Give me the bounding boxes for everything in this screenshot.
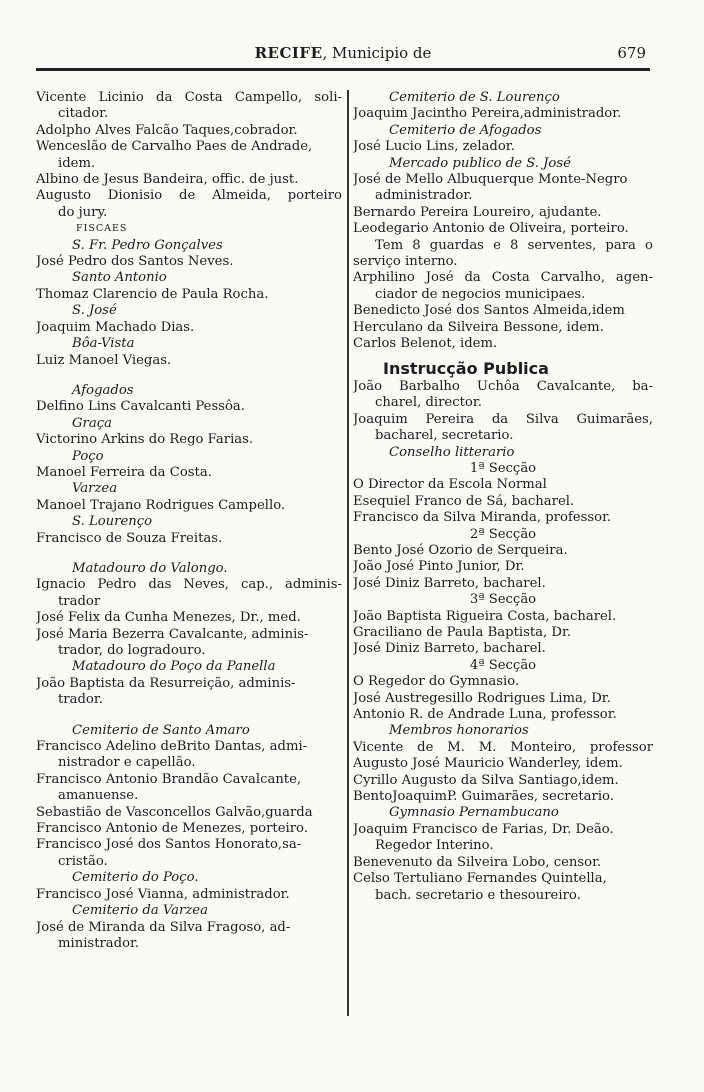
entry-line: ministrador. [58, 935, 140, 951]
entry-line: amanuense. [58, 788, 139, 804]
entry-line: Herculano da Silveira Bessone, idem. [353, 319, 604, 335]
section-subheading: Matadouro do Valongo. [72, 560, 228, 576]
entry-line: Augusto José Mauricio Wanderley, idem. [353, 756, 623, 772]
entry-line: José de Mello Albuquerque Monte-Negro [353, 172, 628, 188]
entry-line: bach. secretario e thesoureiro. [375, 887, 581, 903]
entry-line: José Austregesillo Rodrigues Lima, Dr. [353, 690, 611, 706]
section-subheading: Gymnasio Pernambucano [389, 805, 559, 821]
page-number: 679 [617, 44, 646, 62]
section-subheading: Mercado publico de S. José [389, 155, 571, 171]
spacer [36, 369, 342, 383]
entry-line: Augusto Dionisio de Almeida, porteiro [36, 188, 342, 204]
entry-line: citador. [58, 106, 109, 122]
entry-line: Francisco Antonio Brandão Cavalcante, [36, 771, 302, 787]
section-subheading: Cemiterio de Afogados [389, 122, 542, 138]
entry-line: Luiz Manoel Viegas. [36, 352, 172, 368]
entry-line: Sebastião de Vasconcellos Galvão,guarda [36, 804, 313, 820]
section-subheading: Poço [72, 448, 104, 464]
entry-line: cristão. [58, 853, 108, 869]
entry-line: O Regedor do Gymnasio. [353, 674, 520, 690]
entry-line: Thomaz Clarencio de Paula Rocha. [36, 286, 269, 302]
entry-line: administrador. [375, 188, 473, 204]
running-header [36, 42, 650, 66]
entry-line: Esequiel Franco de Sá, bacharel. [353, 493, 575, 509]
section-number: 3ª Secção [469, 592, 537, 608]
section-subheading: Cemiterio do Poço. [72, 870, 199, 886]
entry-line: João Baptista Rigueira Costa, bacharel. [353, 608, 617, 624]
entry-line: Benedicto José dos Santos Almeida,idem [353, 303, 625, 319]
entry-line: José Diniz Barreto, bacharel. [353, 575, 546, 591]
section-subheading: S. Lourenço [72, 514, 153, 530]
entry-line: Arphilino José da Costa Carvalho, agen- [353, 270, 653, 286]
entry-line: Antonio R. de Andrade Luna, professor. [353, 707, 617, 723]
section-subheading: Santo Antonio [72, 270, 167, 286]
section-number: 4ª Secção [469, 657, 537, 673]
entry-line: Victorino Arkins do Rego Farias. [36, 432, 254, 448]
section-subheading: Graça [72, 415, 112, 431]
entry-line: Benevenuto da Silveira Lobo, censor. [353, 854, 602, 870]
entry-line: João José Pinto Junior, Dr. [353, 559, 525, 575]
section-heading: Instrucção Publica [383, 358, 549, 378]
section-subheading: Cemiterio da Varzea [72, 903, 208, 919]
entry-line: Joaquim Pereira da Silva Guimarães, [353, 411, 653, 427]
entry-line: Vicente Licinio da Costa Campello, soli- [36, 90, 342, 105]
section-subheading: Cemiterio de S. Lourenço [389, 90, 560, 105]
entry-line: José Lucio Lins, zelador. [353, 139, 515, 155]
running-title [36, 44, 650, 62]
entry-line: Joaquim Machado Dias. [36, 319, 195, 335]
section-subheading: Bôa-Vista [72, 336, 135, 352]
section-subheading: Matadouro do Poço da Panella [72, 659, 276, 675]
entry-line: Wenceslão de Carvalho Paes de Andrade, [36, 139, 313, 155]
entry-line: Albino de Jesus Bandeira, offic. de just. [36, 172, 299, 188]
section-subheading: Conselho litterario [389, 444, 515, 460]
header-rule [36, 68, 650, 71]
entry-line: José Felix da Cunha Menezes, Dr., med. [36, 610, 301, 626]
section-subheading: Cemiterio de Santo Amaro [72, 722, 250, 738]
entry-line: idem. [58, 155, 96, 171]
entry-line: BentoJoaquimP. Guimarães, secretario. [353, 789, 614, 805]
entry-line: Francisco José Vianna, administrador. [36, 886, 290, 902]
section-number: 2ª Secção [469, 526, 537, 542]
entry-line: José Diniz Barreto, bacharel. [353, 641, 546, 657]
entry-line: Francisco da Silva Miranda, professor. [353, 510, 612, 526]
entry-line: serviço interno. [353, 254, 458, 270]
section-subheading: Membros honorarios [389, 723, 529, 739]
entry-line: trador [58, 593, 101, 609]
section-subheading: S. José [72, 303, 117, 319]
section-number: 1ª Secção [469, 460, 537, 476]
entry-line: José Maria Bezerra Cavalcante, adminis- [36, 626, 309, 642]
section-subheading: S. Fr. Pedro Gonçalves [72, 237, 223, 253]
entry-line: Leodegario Antonio de Oliveira, porteiro. [353, 221, 629, 237]
entry-line: Vicente de M. M. Monteiro, professor [353, 739, 653, 755]
entry-line: Joaquim Francisco de Farias, Dr. Deão. [353, 821, 614, 837]
entry-line: Delfino Lins Cavalcanti Pessôa. [36, 399, 245, 415]
entry-line: Tem 8 guardas e 8 serventes, para o [375, 237, 653, 253]
entry-line: Graciliano de Paula Baptista, Dr. [353, 625, 572, 640]
entry-line: Francisco Antonio de Menezes, porteiro. [36, 821, 308, 837]
spacer [36, 709, 342, 723]
entry-line: Bento José Ozorio de Serqueira. [353, 542, 568, 558]
entry-line: Adolpho Alves Falcão Taques,cobrador. [36, 122, 298, 138]
entry-line: Joaquim Jacintho Pereira,administrador. [353, 106, 622, 122]
entry-line: Manoel Trajano Rodrigues Campello. [36, 497, 286, 513]
entry-line: charel, director. [375, 395, 482, 411]
entry-line: Francisco de Souza Freitas. [36, 530, 223, 546]
entry-line: José de Miranda da Silva Fragoso, ad- [36, 919, 291, 935]
entry-line: Celso Tertuliano Fernandes Quintella, [353, 871, 607, 887]
entry-line: trador, do logradouro. [58, 643, 206, 658]
entry-line: Bernardo Pereira Loureiro, ajudante. [353, 204, 602, 220]
entry-line: João Baptista da Resurreição, adminis- [36, 675, 296, 691]
small-caps-label: FISCAES [76, 223, 128, 235]
column-divider [347, 90, 349, 1016]
entry-line: do jury. [58, 204, 108, 220]
left-column [36, 90, 342, 952]
entry-line: nistrador e capellão. [58, 755, 196, 771]
entry-line: Francisco José dos Santos Honorato,sa- [36, 837, 302, 853]
section-subheading: Afogados [72, 382, 134, 398]
entry-line: O Director da Escola Normal [353, 477, 547, 493]
section-subheading: Varzea [72, 481, 118, 497]
entry-line: trador. [58, 692, 103, 708]
entry-line: José Pedro dos Santos Neves. [36, 254, 234, 270]
entry-line: bacharel, secretario. [375, 428, 514, 444]
title-rest: , Municipio de [322, 44, 432, 62]
spacer [36, 547, 342, 561]
entry-line: Carlos Belenot, idem. [353, 336, 498, 352]
entry-line: Manoel Ferreira da Costa. [36, 464, 212, 480]
city-name: RECIFE [254, 44, 323, 62]
right-column [353, 90, 653, 904]
entry-line: ciador de negocios municipaes. [375, 286, 586, 302]
entry-line: Ignacio Pedro das Neves, cap., adminis- [36, 577, 342, 593]
entry-line: Cyrillo Augusto da Silva Santiago,idem. [353, 772, 619, 788]
entry-line: Francisco Adelino deBrito Dantas, admi- [36, 739, 308, 755]
entry-line: Regedor Interino. [375, 838, 494, 854]
entry-line: João Barbalho Uchôa Cavalcante, ba- [353, 378, 653, 394]
